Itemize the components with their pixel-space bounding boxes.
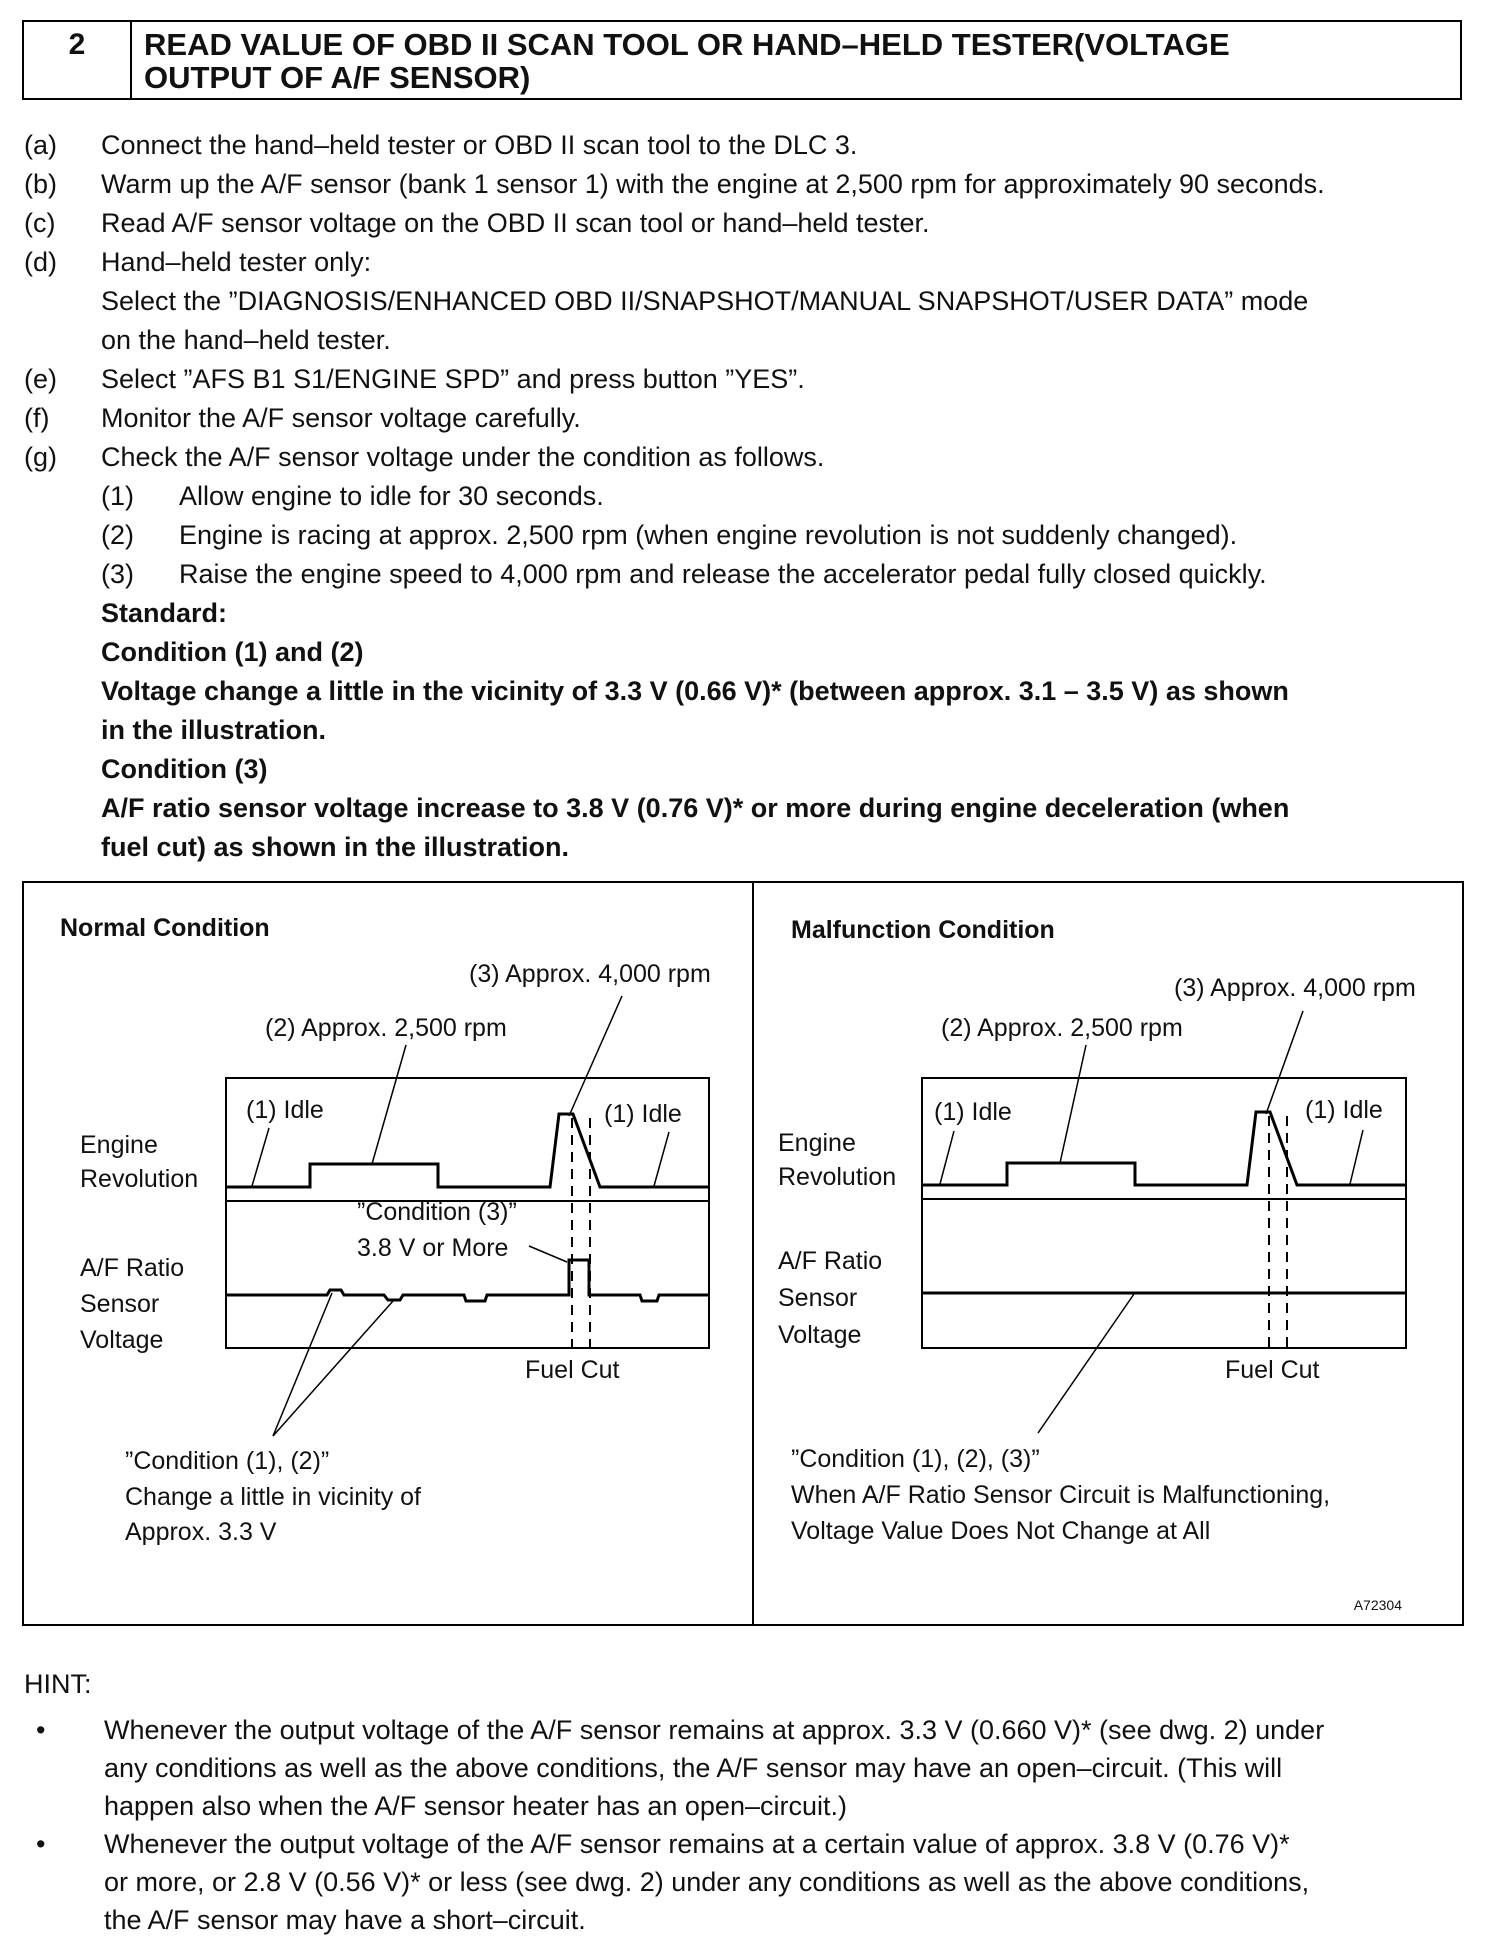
step-label: (d) (24, 247, 57, 277)
normal-leader-2500 (372, 1045, 406, 1164)
malfunction-af-label-3: Voltage (778, 1321, 862, 1349)
normal-note-1: ”Condition (1), (2)” (125, 1447, 330, 1475)
malfunction-engine-label-2: Revolution (778, 1163, 897, 1191)
malfunction-idle-left: (1) Idle (934, 1098, 1012, 1126)
bullet-icon: • (36, 1715, 46, 1745)
step-label: (e) (24, 364, 57, 394)
step-c (24, 204, 1464, 243)
normal-cond3-label-1: ”Condition (3)” (357, 1198, 517, 1226)
step-label: (c) (24, 208, 56, 238)
step-text: Check the A/F sensor voltage under the condition as follows. (101, 442, 825, 472)
condition-3-line2: fuel cut) as shown in the illustration. (101, 832, 570, 862)
normal-note-3: Approx. 3.3 V (125, 1518, 277, 1546)
malfunction-fuel-cut: Fuel Cut (1225, 1356, 1320, 1384)
step-label (24, 321, 101, 360)
malfunction-leader-2500 (1060, 1045, 1086, 1163)
step-g (24, 438, 1464, 477)
malfunction-condition-panel (778, 916, 1416, 1545)
hint-bullet-1-line3 (24, 1787, 1474, 1825)
substep-text: Raise the engine speed to 4,000 rpm and release the accelerator pedal fully closed quickly. (179, 559, 1267, 589)
step-d-line3 (24, 321, 1464, 360)
hint-heading: HINT: (24, 1669, 92, 1699)
normal-cond3-label-2: 3.8 V or More (357, 1234, 509, 1262)
figure-code: A72304 (1353, 1597, 1402, 1613)
malfunction-af-label-2: Sensor (778, 1284, 858, 1312)
step-text: Select ”AFS B1 S1/ENGINE SPD” and press button ”YES”. (101, 364, 805, 394)
normal-leader-idle-right (654, 1132, 669, 1186)
malfunction-note-2: When A/F Ratio Sensor Circuit is Malfunctioning, (791, 1481, 1331, 1509)
normal-af-trace (226, 1260, 709, 1301)
step-label: (f) (24, 403, 50, 433)
step-title (132, 22, 1460, 98)
normal-note-2: Change a little in vicinity of (125, 1483, 421, 1511)
hint-text: any conditions as well as the above conditions, the A/F sensor may have an open–circuit. (This will (104, 1753, 1283, 1783)
substep-1 (101, 477, 1464, 516)
waveform-diagram (24, 883, 1462, 1624)
normal-af-label-2: Sensor (80, 1290, 160, 1318)
substep-text: Allow engine to idle for 30 seconds. (179, 481, 604, 511)
condition-12-line1: Voltage change a little in the vicinity of 3.3 V (0.66 V)* (between approx. 3.1 – 3.5 V) as shown (101, 676, 1289, 706)
step-title-line1: READ VALUE OF OBD II SCAN TOOL OR HAND–HELD TESTER(VOLTAGE (144, 27, 1230, 62)
hint-text: Whenever the output voltage of the A/F sensor remains at a certain value of approx. 3.8 V (0.76 V)* (104, 1829, 1290, 1859)
malfunction-note-1: ”Condition (1), (2), (3)” (791, 1445, 1040, 1473)
hint-text: or more, or 2.8 V (0.56 V)* or less (see dwg. 2) under any conditions as well as the above conditions, (104, 1867, 1310, 1897)
step-label: (g) (24, 442, 57, 472)
malfunction-leader-cond (1038, 1294, 1134, 1433)
step-e (24, 360, 1464, 399)
step-text: Warm up the A/F sensor (bank 1 sensor 1) with the engine at 2,500 rpm for approximately 90 seconds. (101, 169, 1325, 199)
step-text: Select the ”DIAGNOSIS/ENHANCED OBD II/SNAPSHOT/MANUAL SNAPSHOT/USER DATA” mode (101, 286, 1309, 316)
normal-fuel-cut: Fuel Cut (525, 1356, 620, 1384)
substep-label: (1) (101, 481, 134, 511)
normal-leader-cond3 (529, 1246, 567, 1262)
step-label: (a) (24, 130, 57, 160)
malfunction-leader-idle-right (1350, 1130, 1363, 1184)
malfunction-leader-4000 (1266, 1011, 1303, 1114)
step-a (24, 126, 1464, 165)
substep-3 (101, 555, 1464, 594)
normal-label-2500: (2) Approx. 2,500 rpm (265, 1014, 507, 1042)
malfunction-title: Malfunction Condition (791, 916, 1055, 944)
substeps (24, 477, 1464, 867)
procedure-steps (24, 126, 1464, 867)
condition-3-heading: Condition (3) (101, 754, 268, 784)
step-b (24, 165, 1464, 204)
malfunction-engine-label-1: Engine (778, 1129, 856, 1157)
normal-leader-cond12-b (273, 1301, 393, 1436)
step-text: on the hand–held tester. (101, 325, 391, 355)
hint-bullet-2-line3 (24, 1901, 1474, 1939)
normal-condition-panel (60, 914, 711, 1546)
malfunction-af-label-1: A/F Ratio (778, 1247, 883, 1275)
normal-engine-label-1: Engine (80, 1131, 158, 1159)
hint-bullet-1-line1 (24, 1711, 1474, 1749)
hint-bullet-2-line1 (24, 1825, 1474, 1863)
substep-label: (2) (101, 520, 134, 550)
normal-af-label-3: Voltage (80, 1326, 164, 1354)
normal-leader-4000 (569, 996, 622, 1116)
normal-af-label-1: A/F Ratio (80, 1254, 185, 1282)
step-d-line2 (24, 282, 1464, 321)
malfunction-label-2500: (2) Approx. 2,500 rpm (941, 1014, 1183, 1042)
hint-text: Whenever the output voltage of the A/F sensor remains at approx. 3.3 V (0.660 V)* (see dwg. 2) under (104, 1715, 1325, 1745)
malfunction-leader-idle-left (940, 1131, 954, 1184)
malfunction-idle-right: (1) Idle (1305, 1096, 1383, 1124)
step-title-line2: OUTPUT OF A/F SENSOR) (144, 60, 531, 95)
hint-bullet-1-line2 (24, 1749, 1474, 1787)
step-number: 2 (24, 22, 132, 98)
standard-heading: Standard: (101, 598, 228, 628)
substep-label: (3) (101, 559, 134, 589)
condition-12-heading: Condition (1) and (2) (101, 637, 364, 667)
hint-bullet-2-line2 (24, 1863, 1474, 1901)
step-header (22, 20, 1462, 100)
malfunction-label-4000: (3) Approx. 4,000 rpm (1174, 974, 1416, 1002)
normal-title: Normal Condition (60, 914, 270, 942)
condition-12-line2: in the illustration. (101, 715, 327, 745)
normal-leader-cond12-a (273, 1293, 332, 1436)
substep-2 (101, 516, 1464, 555)
hint-text: happen also when the A/F sensor heater has an open–circuit.) (104, 1791, 847, 1821)
hint-text: the A/F sensor may have a short–circuit. (104, 1905, 586, 1935)
step-text: Monitor the A/F sensor voltage carefully. (101, 403, 581, 433)
step-label: (b) (24, 169, 57, 199)
step-text: Connect the hand–held tester or OBD II scan tool to the DLC 3. (101, 130, 858, 160)
normal-idle-right: (1) Idle (604, 1100, 682, 1128)
normal-leader-idle-left (252, 1128, 269, 1186)
step-d (24, 243, 1464, 282)
hint-section (24, 1665, 1474, 1939)
normal-label-4000: (3) Approx. 4,000 rpm (469, 960, 711, 988)
substep-text: Engine is racing at approx. 2,500 rpm (when engine revolution is not suddenly changed). (179, 520, 1238, 550)
step-text: Read A/F sensor voltage on the OBD II scan tool or hand–held tester. (101, 208, 930, 238)
step-text: Hand–held tester only: (101, 247, 372, 277)
condition-3-line1: A/F ratio sensor voltage increase to 3.8 V (0.76 V)* or more during engine deceleration (when (101, 793, 1290, 823)
step-f (24, 399, 1464, 438)
waveform-illustration (22, 881, 1464, 1626)
step-label (24, 282, 101, 321)
normal-engine-label-2: Revolution (80, 1165, 199, 1193)
normal-idle-left: (1) Idle (246, 1096, 324, 1124)
malfunction-note-3: Voltage Value Does Not Change at All (791, 1517, 1211, 1545)
bullet-icon: • (36, 1829, 46, 1859)
